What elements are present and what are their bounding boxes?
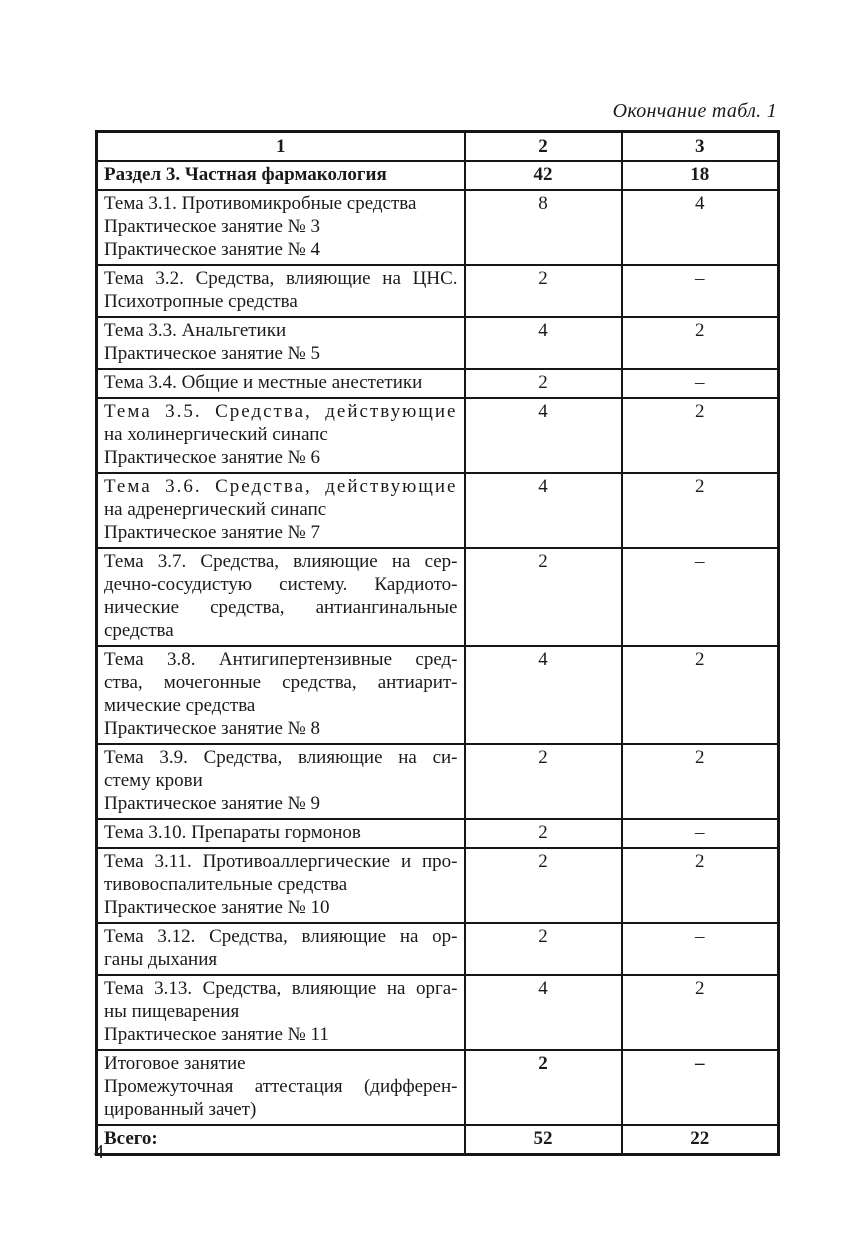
lecture-hours-cell: 2 [465,819,622,848]
table-row [97,923,779,975]
topic-cell [97,317,465,369]
topic-line: на адренергический синапс [104,499,327,520]
practice-hours-cell: 2 [622,646,779,744]
topic-cell [97,646,465,744]
topic-cell [97,819,465,848]
column-header-1: 1 [97,132,465,162]
topic-line: стему крови [104,770,203,791]
table-row [97,1125,779,1155]
lecture-hours-cell: 2 [465,848,622,923]
topic-line: Промежуточная аттестация (дифферен- [104,1076,458,1097]
topic-line: на холинергический синапс [104,424,328,445]
topic-line: Итоговое занятие [104,1053,246,1074]
topic-line: Практическое занятие № 5 [104,343,321,364]
topic-line: Тема 3.3. Анальгетики [104,320,287,341]
practice-hours-cell: – [622,923,779,975]
table-row [97,1050,779,1125]
topic-line: Тема 3.13. Средства, влияющие на орга- [104,978,458,999]
column-header-2: 2 [465,132,622,162]
topic-line: Тема 3.11. Противоаллергические и про- [104,851,458,872]
topic-cell [97,265,465,317]
topic-line: ны пищеварения [104,1001,240,1022]
topic-cell [97,1125,465,1155]
topic-line: Тема 3.9. Средства, влияющие на си- [104,747,458,768]
practice-hours-cell: – [622,369,779,398]
topic-cell [97,975,465,1050]
topic-line: нические средства, антиангинальные [104,597,458,618]
topic-line: цированный зачет) [104,1099,257,1120]
topic-line: Раздел 3. Частная фармакология [104,164,387,185]
topic-line: мические средства [104,695,256,716]
topic-line: дечно-сосудистую систему. Кардиото- [104,574,458,595]
practice-hours-cell: 2 [622,744,779,819]
lecture-hours-cell: 4 [465,473,622,548]
lecture-hours-cell: 52 [465,1125,622,1155]
table-row [97,744,779,819]
table-row [97,975,779,1050]
topic-cell [97,398,465,473]
topic-line: Практическое занятие № 8 [104,718,321,739]
topic-cell [97,848,465,923]
page-number: 4 [94,1141,104,1163]
topic-line: Практическое занятие № 9 [104,793,321,814]
table-row [97,819,779,848]
practice-hours-cell: 22 [622,1125,779,1155]
topic-cell [97,1050,465,1125]
practice-hours-cell: – [622,819,779,848]
topic-line: Психотропные средства [104,291,298,312]
topic-line: тивовоспалительные средства [104,874,348,895]
topic-line: Всего: [104,1128,158,1149]
topic-line: Практическое занятие № 4 [104,239,321,260]
table-row [97,548,779,646]
lecture-hours-cell: 8 [465,190,622,265]
table-row [97,317,779,369]
topic-line: средства [104,620,174,641]
lecture-hours-cell: 42 [465,161,622,190]
topic-cell [97,473,465,548]
topic-line: Тема 3.12. Средства, влияющие на ор- [104,926,458,947]
lecture-hours-cell: 2 [465,923,622,975]
topic-line: ганы дыхания [104,949,218,970]
table-row [97,190,779,265]
lecture-hours-cell: 2 [465,548,622,646]
lecture-hours-cell: 4 [465,317,622,369]
topic-line: Практическое занятие № 11 [104,1024,329,1045]
topic-line: Практическое занятие № 7 [104,522,321,543]
lecture-hours-cell: 4 [465,975,622,1050]
topic-line: ства, мочегонные средства, антиарит- [104,672,458,693]
column-header-3: 3 [622,132,779,162]
lecture-hours-cell: 2 [465,744,622,819]
topic-line: Тема 3.1. Противомикробные средства [104,193,417,214]
practice-hours-cell: 18 [622,161,779,190]
practice-hours-cell: – [622,1050,779,1125]
topic-line: Практическое занятие № 3 [104,216,321,237]
practice-hours-cell: – [622,548,779,646]
practice-hours-cell: 2 [622,975,779,1050]
topic-cell [97,161,465,190]
table-continuation-caption: Окончание табл. 1 [612,100,777,122]
table-row [97,848,779,923]
practice-hours-cell: 2 [622,317,779,369]
topic-line: Практическое занятие № 10 [104,897,330,918]
curriculum-table [95,130,780,1156]
topic-line: Тема 3.6. Средства, действующие [104,476,458,497]
lecture-hours-cell: 4 [465,646,622,744]
topic-line: Тема 3.10. Препараты гормонов [104,822,361,843]
topic-line: Тема 3.4. Общие и местные анестетики [104,372,423,393]
topic-line: Тема 3.5. Средства, действующие [104,401,458,422]
table-header [97,132,779,162]
topic-line: Практическое занятие № 6 [104,447,321,468]
table-body [97,161,779,1155]
column-header-row [97,132,779,162]
lecture-hours-cell: 2 [465,265,622,317]
topic-line: Тема 3.7. Средства, влияющие на сер- [104,551,458,572]
topic-cell [97,369,465,398]
topic-cell [97,190,465,265]
lecture-hours-cell: 2 [465,1050,622,1125]
table-row [97,398,779,473]
table-row [97,646,779,744]
table-row [97,473,779,548]
topic-line: Тема 3.2. Средства, влияющие на ЦНС. [104,268,458,289]
table-row [97,161,779,190]
topic-cell [97,744,465,819]
lecture-hours-cell: 4 [465,398,622,473]
table-row [97,265,779,317]
practice-hours-cell: 2 [622,848,779,923]
table-row [97,369,779,398]
practice-hours-cell: 4 [622,190,779,265]
practice-hours-cell: 2 [622,398,779,473]
topic-line: Тема 3.8. Антигипертензивные сред- [104,649,458,670]
topic-cell [97,923,465,975]
practice-hours-cell: 2 [622,473,779,548]
lecture-hours-cell: 2 [465,369,622,398]
topic-cell [97,548,465,646]
practice-hours-cell: – [622,265,779,317]
